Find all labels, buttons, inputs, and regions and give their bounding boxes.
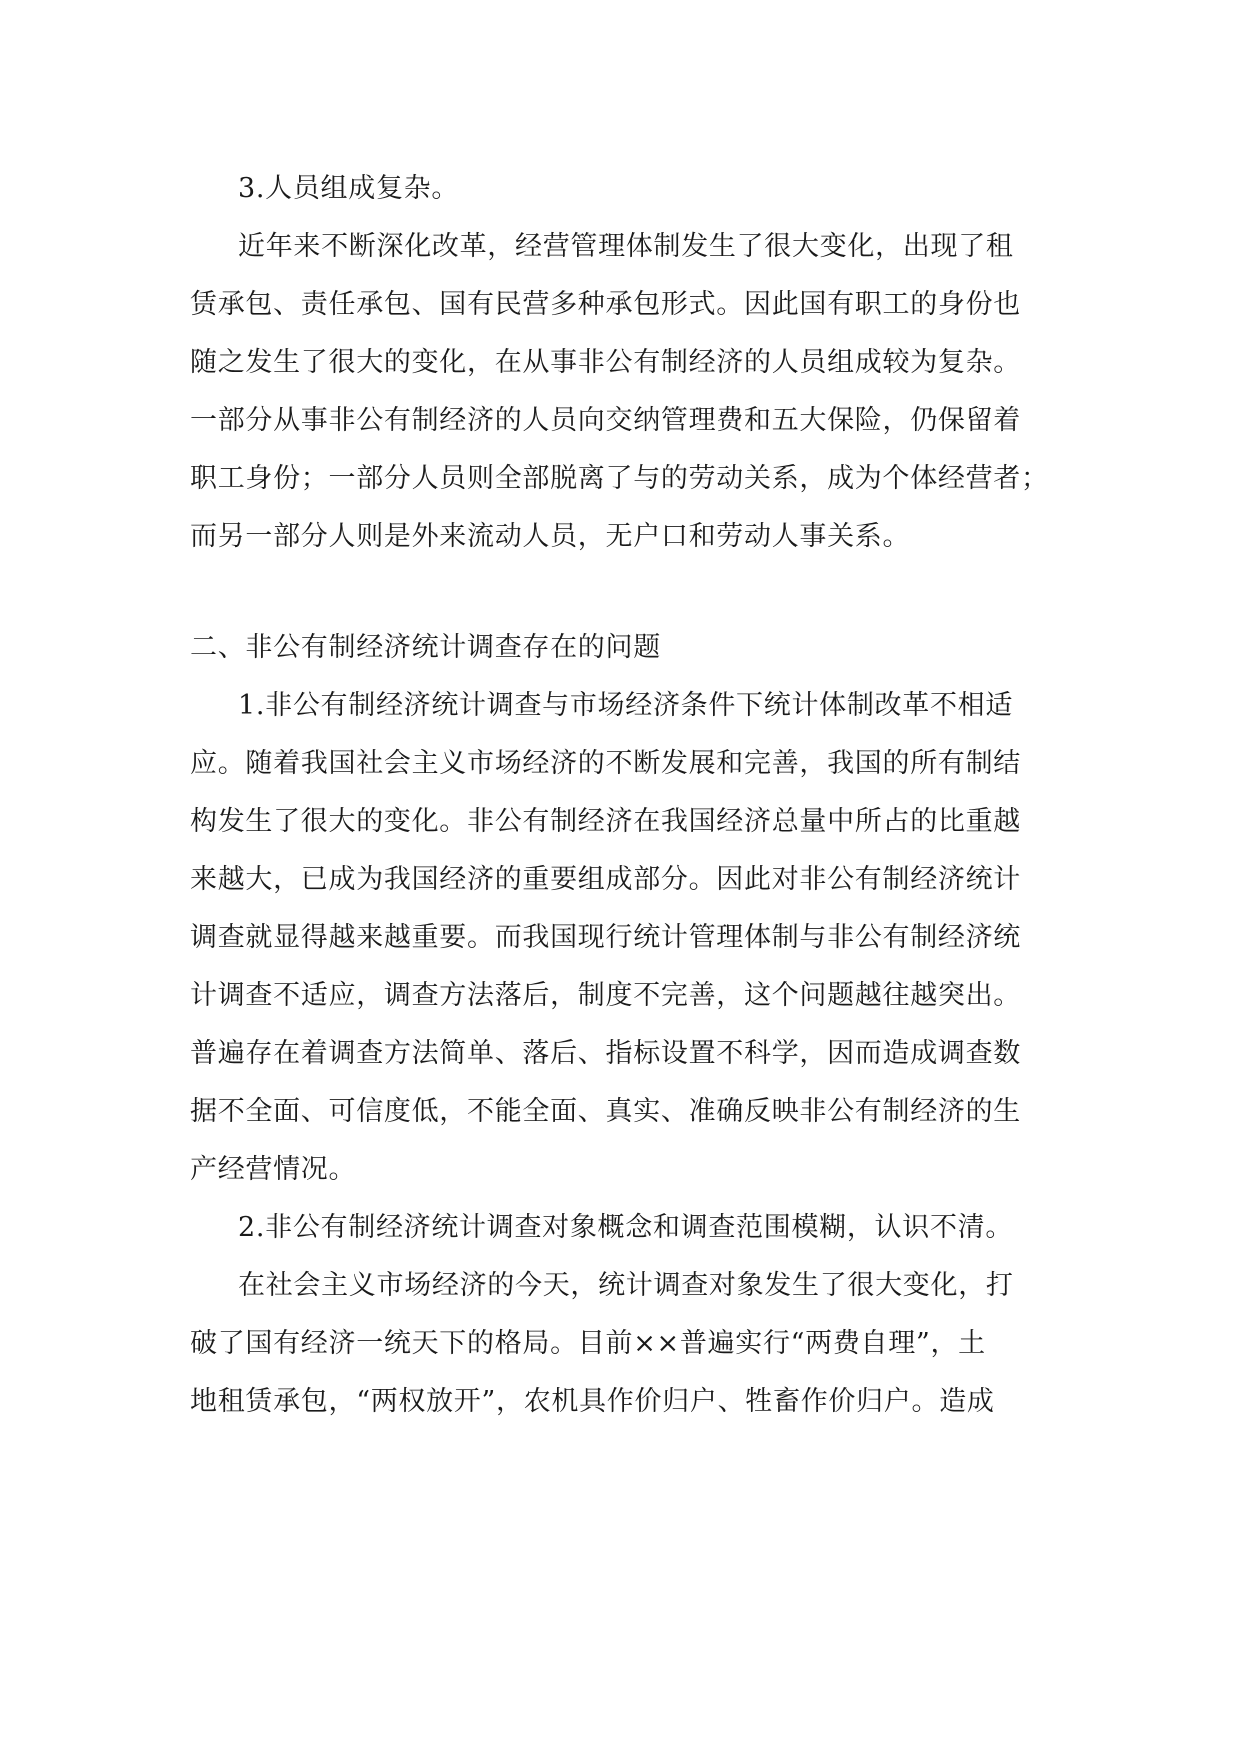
subheading-1: 1.非公有制经济统计调查与市场经济条件下统计体制改革不相适: [238, 690, 1014, 721]
paragraph-line: 而另一部分人则是外来流动人员，无户口和劳动人事关系。: [190, 521, 911, 552]
paragraph-line: 产经营情况。: [190, 1154, 357, 1185]
paragraph-line: 计调查不适应，调查方法落后，制度不完善，这个问题越往越突出。: [190, 980, 1021, 1011]
paragraph-line: 地租赁承包，“两权放开”，农机具作价归户、牲畜作价归户。造成: [190, 1386, 995, 1417]
paragraph-line: 职工身份；一部分人员则全部脱离了与的劳动关系，成为个体经营者；: [190, 463, 1049, 494]
section-gap: [190, 566, 1050, 619]
paragraph-line: 普遍存在着调查方法简单、落后、指标设置不科学，因而造成调查数: [190, 1038, 1021, 1069]
paragraph-line: 随之发生了很大的变化，在从事非公有制经济的人员组成较为复杂。: [190, 347, 1021, 378]
subheading-2: 2.非公有制经济统计调查对象概念和调查范围模糊，认识不清。: [238, 1212, 1014, 1243]
paragraph-line: 破了国有经济一统天下的格局。目前××普遍实行“两费自理”，土: [190, 1328, 986, 1359]
paragraph-line: 一部分从事非公有制经济的人员向交纳管理费和五大保险，仍保留着: [190, 405, 1021, 436]
section-heading: 二、非公有制经济统计调查存在的问题: [190, 632, 661, 663]
paragraph-line: 据不全面、可信度低，不能全面、真实、准确反映非公有制经济的生: [190, 1096, 1021, 1127]
paragraph-line: 应。随着我国社会主义市场经济的不断发展和完善，我国的所有制结: [190, 748, 1021, 779]
paragraph-line: 近年来不断深化改革，经营管理体制发生了很大变化，出现了租: [238, 231, 1014, 262]
paragraph-line: 来越大，已成为我国经济的重要组成部分。因此对非公有制经济统计: [190, 864, 1021, 895]
paragraph-line: 构发生了很大的变化。非公有制经济在我国经济总量中所占的比重越: [190, 806, 1021, 837]
paragraph-line: 在社会主义市场经济的今天，统计调查对象发生了很大变化，打: [238, 1270, 1014, 1301]
subheading-3: 3.人员组成复杂。: [238, 173, 460, 204]
paragraph-line: 赁承包、责任承包、国有民营多种承包形式。因此国有职工的身份也: [190, 289, 1021, 320]
document-page: [190, 160, 1050, 1431]
paragraph-line: 调查就显得越来越重要。而我国现行统计管理体制与非公有制经济统: [190, 922, 1021, 953]
